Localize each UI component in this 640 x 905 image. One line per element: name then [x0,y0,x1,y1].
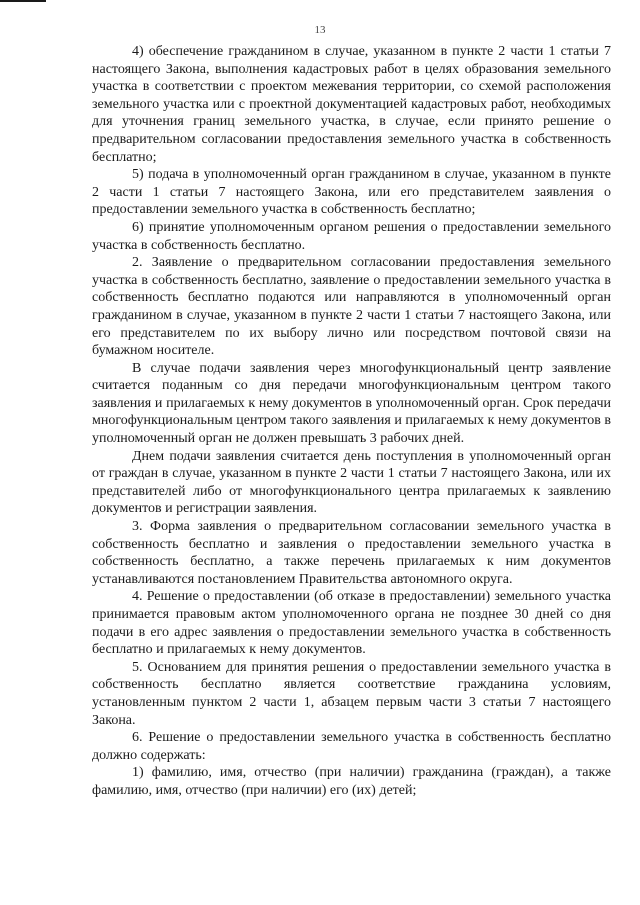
paragraph-5: 5. Основанием для принятия решения о предоставлении земельного участка в собственность бесплатно является соответствие гражданина условиям, установленным пунктом 2 части 1, абзацем первым части 3 статьи 7 настоящего Закона. [92,659,611,728]
document-body [92,43,611,800]
page-number: 13 [314,24,326,36]
paragraph-2-mfc: В случае подачи заявления через многофункциональный центр заявление считается поданным со дня передачи многофункциональным центром такого заявления и прилагаемых к нему документов в уполномоченный орган. Срок передачи многофункциональным центром такого заявления и прилагаемых к нему документов в уполномоченный орган не должен превышать 3 рабочих дней. [92,360,611,447]
paragraph-4: 4. Решение о предоставлении (об отказе в предоставлении) земельного участка принимается правовым актом уполномоченного органа не позднее 30 дней со дня подачи в его адрес заявления о предоставлении земельного участка в собственность бесплатно и прилагаемых к нему документов. [92,589,611,658]
paragraph-6: 6. Решение о предоставлении земельного участка в собственность бесплатно должно содержать: [92,730,611,763]
paragraph-1-item-4: 4) обеспечение гражданином в случае, указанном в пункте 2 части 1 статьи 7 настоящего Закона, выполнения кадастровых работ в целях образования земельного участка в соответствии с проектом межевания территории, со схемой расположения земельного участка или с проектной документацией кадастровых работ, необходимых для уточнения границ земельного участка, в случае, если принято решение о предварительном согласовании предоставления земельного участка в собственность бесплатно; [92,44,611,165]
paragraph-6-item-1: 1) фамилию, имя, отчество (при наличии) гражданина (граждан), а также фамилию, имя, отчество (при наличии) его (их) детей; [92,765,611,798]
paragraph-2-filing-day: Днем подачи заявления считается день поступления в уполномоченный орган от граждан в случае, указанном в пункте 2 части 1 статьи 7 настоящего Закона, или их представителей либо от многофункционального центра прилагаемых к заявлению документов и регистрации заявления. [92,448,611,517]
paragraph-1-item-5: 5) подача в уполномоченный орган гражданином в случае, указанном в пункте 2 части 1 статьи 7 настоящего Закона, или его представителем заявления о предоставлении земельного участка в собственность бесплатно; [92,167,611,218]
paragraph-1-item-6: 6) принятие уполномоченным органом решения о предоставлении земельного участка в собственность бесплатно. [92,219,611,253]
paragraph-3: 3. Форма заявления о предварительном согласовании земельного участка в собственность бесплатно и заявления о предоставлении земельного участка в собственность бесплатно, а также перечень прилагаемых к ним документов устанавливаются постановлением Правительства автономного округа. [92,519,611,587]
paragraph-2: 2. Заявление о предварительном согласовании предоставления земельного участка в собственность бесплатно, заявление о предоставлении земельного участка в собственность бесплатно подаются или направляются в уполномоченный орган гражданином в случае, указанном в пункте 2 части 1 статьи 7 настоящего Закона, или его представителем по их выбору лично или посредством почтовой связи на бумажном носителе. [92,255,611,359]
scan-corner-mark [0,0,46,2]
